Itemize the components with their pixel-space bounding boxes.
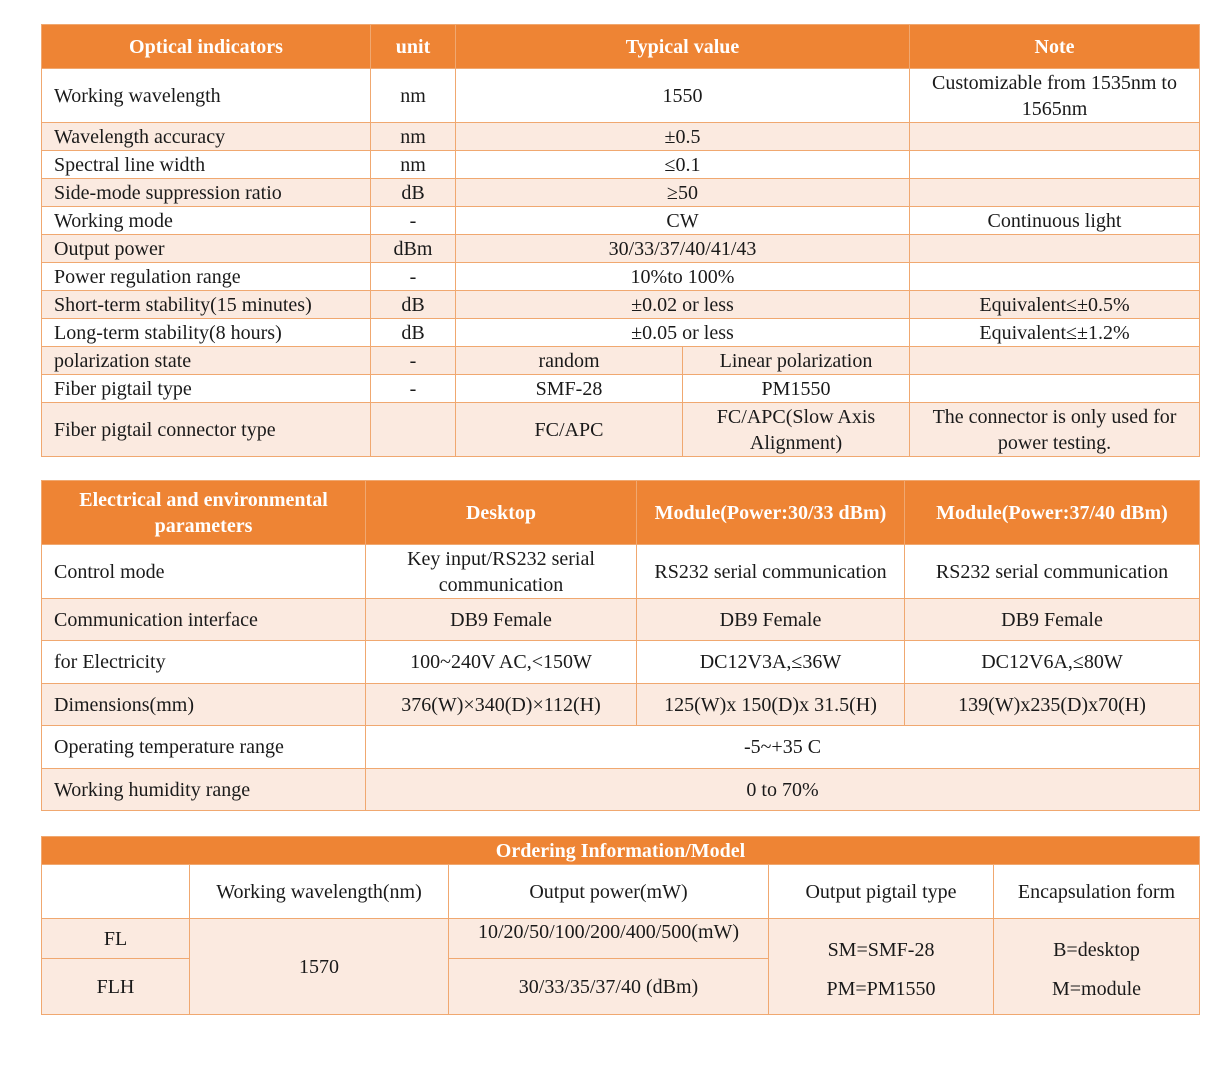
- table-row: [42, 347, 1200, 375]
- header-desktop: Desktop: [366, 481, 637, 545]
- row-unit: -: [371, 375, 456, 403]
- row-module-a: DB9 Female: [637, 599, 905, 641]
- table-row: [42, 403, 1200, 457]
- encap-module: M=module: [1051, 978, 1142, 1000]
- row-desktop: Key input/RS232 serial communication: [366, 545, 637, 599]
- header-module-37-40: Module(Power:37/40 dBm): [905, 481, 1200, 545]
- table-row: [42, 151, 1200, 179]
- row-label: Working wavelength: [42, 69, 371, 123]
- table-header-row: [42, 25, 1200, 69]
- row-value-fc-apc-slow-axis: FC/APC(Slow Axis Alignment): [683, 403, 910, 457]
- row-unit: nm: [371, 69, 456, 123]
- header-output-pigtail-type: Output pigtail type: [769, 865, 994, 919]
- row-label: Fiber pigtail connector type: [42, 403, 371, 457]
- row-unit: -: [371, 207, 456, 235]
- row-unit: dB: [371, 179, 456, 207]
- row-label: Operating temperature range: [42, 726, 366, 769]
- optical-indicators-table: [41, 24, 1200, 457]
- row-label: Working humidity range: [42, 769, 366, 811]
- row-value-linear: Linear polarization: [683, 347, 910, 375]
- model-flh: FLH: [42, 959, 190, 1015]
- header-unit: unit: [371, 25, 456, 69]
- row-module-b: DC12V6A,≤80W: [905, 641, 1200, 684]
- row-note: The connector is only used for power testing.: [910, 403, 1200, 457]
- table-row: [42, 291, 1200, 319]
- row-value: ±0.02 or less: [456, 291, 910, 319]
- table-row: [42, 684, 1200, 726]
- row-module-b: DB9 Female: [905, 599, 1200, 641]
- pigtail-sm: SM=SMF-28: [827, 939, 935, 961]
- row-unit: dBm: [371, 235, 456, 263]
- table-row: [42, 545, 1200, 599]
- row-note: [910, 263, 1200, 291]
- row-value: 10%to 100%: [456, 263, 910, 291]
- row-label: polarization state: [42, 347, 371, 375]
- row-unit: dB: [371, 319, 456, 347]
- pigtail-type-values: [769, 919, 994, 1015]
- table-row: [42, 235, 1200, 263]
- table-row: [42, 726, 1200, 769]
- table-row: [42, 919, 1200, 959]
- row-note: Continuous light: [910, 207, 1200, 235]
- row-label: Communication interface: [42, 599, 366, 641]
- row-label: Output power: [42, 235, 371, 263]
- row-module-a: 125(W)x 150(D)x 31.5(H): [637, 684, 905, 726]
- table-row: [42, 641, 1200, 684]
- row-note: [910, 179, 1200, 207]
- header-encapsulation-form: Encapsulation form: [994, 865, 1200, 919]
- row-note: [910, 151, 1200, 179]
- power-mw-values: 10/20/50/100/200/400/500(mW): [449, 919, 769, 959]
- wavelength-value: 1570: [190, 919, 449, 1015]
- row-value: ≤0.1: [456, 151, 910, 179]
- table-row: [42, 207, 1200, 235]
- row-unit: -: [371, 263, 456, 291]
- row-label: Side-mode suppression ratio: [42, 179, 371, 207]
- row-label: for Electricity: [42, 641, 366, 684]
- table-row: [42, 179, 1200, 207]
- row-module-a: RS232 serial communication: [637, 545, 905, 599]
- row-module-a: DC12V3A,≤36W: [637, 641, 905, 684]
- row-unit: nm: [371, 151, 456, 179]
- row-note: [910, 123, 1200, 151]
- table-row: [42, 263, 1200, 291]
- table-row: [42, 599, 1200, 641]
- row-value-fc-apc: FC/APC: [456, 403, 683, 457]
- row-note: Equivalent≤±0.5%: [910, 291, 1200, 319]
- row-value: CW: [456, 207, 910, 235]
- row-value: ≥50: [456, 179, 910, 207]
- row-unit: nm: [371, 123, 456, 151]
- pigtail-pm: PM=PM1550: [826, 978, 936, 1000]
- table-row: [42, 319, 1200, 347]
- table-header-row: [42, 481, 1200, 545]
- row-label: Power regulation range: [42, 263, 371, 291]
- row-module-b: 139(W)x235(D)x70(H): [905, 684, 1200, 726]
- row-module-b: RS232 serial communication: [905, 545, 1200, 599]
- row-unit: [371, 403, 456, 457]
- header-note: Note: [910, 25, 1200, 69]
- table-row: [42, 123, 1200, 151]
- row-value: -5~+35 C: [366, 726, 1200, 769]
- ordering-information-table: [41, 836, 1200, 1015]
- header-electrical-parameters: Electrical and environmental parameters: [42, 481, 366, 545]
- power-dbm-values: 30/33/35/37/40 (dBm): [449, 959, 769, 1015]
- row-value: 1550: [456, 69, 910, 123]
- row-note: Equivalent≤±1.2%: [910, 319, 1200, 347]
- row-label: Working mode: [42, 207, 371, 235]
- row-label: Short-term stability(15 minutes): [42, 291, 371, 319]
- row-value-smf: SMF-28: [456, 375, 683, 403]
- header-optical-indicators: Optical indicators: [42, 25, 371, 69]
- row-label: Wavelength accuracy: [42, 123, 371, 151]
- row-label: Long-term stability(8 hours): [42, 319, 371, 347]
- row-value: ±0.5: [456, 123, 910, 151]
- row-desktop: DB9 Female: [366, 599, 637, 641]
- header-model: [42, 865, 190, 919]
- header-module-30-33: Module(Power:30/33 dBm): [637, 481, 905, 545]
- header-working-wavelength: Working wavelength(nm): [190, 865, 449, 919]
- row-label: Control mode: [42, 545, 366, 599]
- row-desktop: 100~240V AC,<150W: [366, 641, 637, 684]
- table-header-row: [42, 837, 1200, 865]
- encap-desktop: B=desktop: [1053, 939, 1140, 961]
- row-value: ±0.05 or less: [456, 319, 910, 347]
- row-value-random: random: [456, 347, 683, 375]
- header-typical-value: Typical value: [456, 25, 910, 69]
- table-row: [42, 69, 1200, 123]
- row-value: 30/33/37/40/41/43: [456, 235, 910, 263]
- row-label: Fiber pigtail type: [42, 375, 371, 403]
- model-fl: FL: [42, 919, 190, 959]
- row-desktop: 376(W)×340(D)×112(H): [366, 684, 637, 726]
- row-note: [910, 347, 1200, 375]
- header-output-power: Output power(mW): [449, 865, 769, 919]
- row-label: Dimensions(mm): [42, 684, 366, 726]
- row-unit: -: [371, 347, 456, 375]
- table-row: [42, 865, 1200, 919]
- row-value-pm: PM1550: [683, 375, 910, 403]
- table-row: [42, 375, 1200, 403]
- row-unit: dB: [371, 291, 456, 319]
- electrical-environmental-table: [41, 480, 1200, 811]
- table-row: [42, 769, 1200, 811]
- row-value: 0 to 70%: [366, 769, 1200, 811]
- row-label: Spectral line width: [42, 151, 371, 179]
- encapsulation-values: [994, 919, 1200, 1015]
- row-note: [910, 235, 1200, 263]
- row-note: Customizable from 1535nm to 1565nm: [910, 69, 1200, 123]
- row-note: [910, 375, 1200, 403]
- header-ordering-information: Ordering Information/Model: [42, 837, 1200, 865]
